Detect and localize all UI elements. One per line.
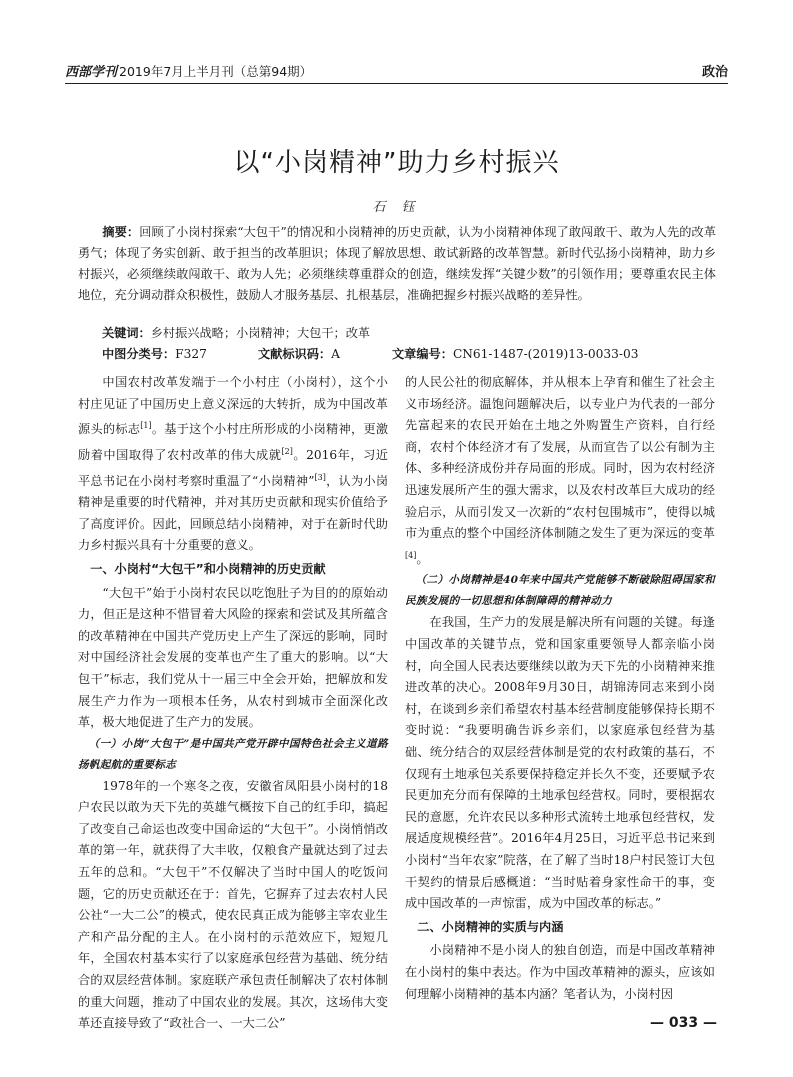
journal-logo: 西部学刊 bbox=[65, 65, 118, 80]
page-number: — 033 — bbox=[650, 1015, 717, 1031]
clc-label: 中图分类号： bbox=[102, 347, 176, 361]
article-number bbox=[392, 345, 638, 362]
citation: [4] bbox=[405, 550, 417, 560]
citation: [2] bbox=[281, 446, 293, 456]
running-header bbox=[65, 58, 728, 84]
paragraph: 中国农村改革发端于一个小村庄（小岗村），这个小村庄见证了中国历史上意义深远的大转折，成为中国改革源头的标志[1]。基于这个小村庄所形成的小岗精神，更激励着中国取得了农村改革的伟大成就[2]。2016年，习近平总书记在小岗村考察时重温了“小岗精神”[3]，认为小岗精神是重要的时代精神，并对其历史贡献和现实价值给予了高度评价。因此，回顾总结小岗精神，对于在新时代助力乡村振兴具有十分重要的意义。 bbox=[78, 375, 389, 553]
section-heading: 一、小岗村“大包干”和小岗精神的历史贡献 bbox=[90, 561, 326, 576]
citation: [1] bbox=[140, 421, 152, 431]
journal-issue: 2019年7月上半月刊（总第94期） bbox=[119, 64, 313, 79]
paragraph: 的人民公社的彻底解体，并从根本上孕育和催生了社会主义市场经济。温饱问题解决后，以专业户为代表的一部分先富起来的农民开始在土地之外购置生产资料，自行经商，农村个体经济才有了发展，从而宣告了以公有制为主体、多种经济成份并存局面的形成。同时，因为农村经济迅速发展所产生的强大需求，以及农村改革巨大成功的经验启示，从而引发又一次新的“农村包围城市”，使得以城市为重点的整个中国经济体制随之发生了更为深远的变革[4]。 bbox=[405, 375, 715, 566]
clc-code bbox=[102, 345, 207, 362]
header-left bbox=[65, 61, 312, 80]
paragraph: 小岗精神不是小岗人的独自创造，而是中国改革精神在小岗村的集中表达。作为中国改革精神的源头，应该如何理解小岗精神的基本内涵？笔者认为，小岗村因 bbox=[405, 943, 715, 1001]
keywords-text: 乡村振兴战略；小岗精神；大包干；改革 bbox=[150, 326, 371, 340]
doc-code bbox=[258, 345, 340, 362]
doc-value: A bbox=[331, 347, 340, 361]
abstract bbox=[78, 222, 716, 306]
doc-label: 文献标识码： bbox=[258, 347, 332, 361]
article-number-label: 文章编号： bbox=[392, 347, 453, 361]
article-title: 以“小岗精神”助力乡村振兴 bbox=[233, 148, 560, 178]
keywords-label: 关键词： bbox=[102, 326, 151, 340]
article-author: 石 钰 bbox=[372, 200, 421, 215]
subsection-heading: （二）小岗精神是40年来中国共产党能够不断破除阻碍国家和民族发展的一切思想和体制障碍的精神动力 bbox=[405, 574, 715, 608]
keywords bbox=[102, 324, 370, 341]
article-number-value: CN61-1487-(2019)13-0033-03 bbox=[452, 347, 639, 361]
abstract-text: 回顾了小岗村探索“大包干”的情况和小岗精神的历史贡献，认为小岗精神体现了敢闯敢干、敢为人先的改革勇气；体现了务实创新、敢于担当的改革胆识；体现了解放思想、敢试新路的改革智慧。新时代弘扬小岗精神，助力乡村振兴，必须继续敢闯敢干、敢为人先；必须继续尊重群众的创造，继续发挥“关键少数”的引领作用；要尊重农民主体地位，充分调动群众积极性，鼓励人才服务基层、扎根基层，准确把握乡村振兴战略的差异性。 bbox=[78, 225, 717, 302]
citation: [3] bbox=[314, 472, 326, 482]
paragraph: “大包干”始于小岗村农民以吃饱肚子为目的的原始动力，但正是这种不惜冒着大风险的探索和尝试及其所蕴含的改革精神在中国共产党历史上产生了深远的影响，同时对中国经济社会发展的变革也产生了重大的影响。以“大包干”标志，我们党从十一届三中全会开始，把解放和发展生产力作为一项根本任务，从农村到城市全面深化改革，极大地促进了生产力的发展。 bbox=[78, 585, 388, 730]
subsection-heading: （一）小岗“大包干”是中国共产党开辟中国特色社会主义道路扬帆起航的重要标志 bbox=[78, 737, 388, 771]
paragraph: 1978年的一个寒冬之夜，安徽省凤阳县小岗村的18户农民以敢为天下先的英雄气概按下自己的红手印，搞起了改变自己命运也改变中国命运的“大包干”。小岗悄悄改革的第一年，就获得了大丰收，仅粮食产量就达到了过去五年的总和。“大包干”不仅解决了当时中国人的吃饭问题，它的历史贡献还在于：首先，它摒弃了过去农村人民公社“一大二公”的模式，使农民真正成为能够主宰农业生产和产品分配的主人。在小岗村的示范效应下，短短几年，全国农村基本实行了以家庭承包经营为基础、统分结合的双层经营体制。家庭联产承包责任制解决了农村体制的重大问题，推动了中国农业的发展。其次，这场伟大变革还直接导致了“政社合一、一大二公” bbox=[78, 778, 388, 1031]
left-column bbox=[78, 372, 388, 1035]
section-heading: 二、小岗精神的实质与内涵 bbox=[417, 919, 564, 934]
clc-value: F327 bbox=[175, 347, 207, 361]
section-label: 政治 bbox=[701, 65, 728, 80]
right-column bbox=[405, 372, 715, 1005]
abstract-label: 摘要： bbox=[102, 225, 140, 239]
paragraph: 在我国，生产力的发展是解决所有问题的关键。每逢中国改革的关键节点，党和国家重要领导人都亲临小岗村，向全国人民表达要继续以敢为天下先的小岗精神来推进改革的决心。2008年9月30日，胡锦涛同志来到小岗村，在谈到乡亲们希望农村基本经营制度能够保持长期不变时说：“我要明确告诉乡亲们，以家庭承包经营为基础、统分结合的双层经营体制是党的农村政策的基石，不仅现有土地承包关系要保持稳定并长久不变，还要赋予农民更加充分而有保障的土地承包经营权。同时，要根据农民的意愿，允许农民以多种形式流转土地承包经营权，发展适度规模经营”。2016年4月25日，习近平总书记来到小岗村“当年农家”院落，在了解了当时18户村民签订大包干契约的情景后感概道：“当时贴着身家性命干的事，变成中国改革的一声惊雷，成为中国改革的标志。” bbox=[405, 615, 715, 911]
